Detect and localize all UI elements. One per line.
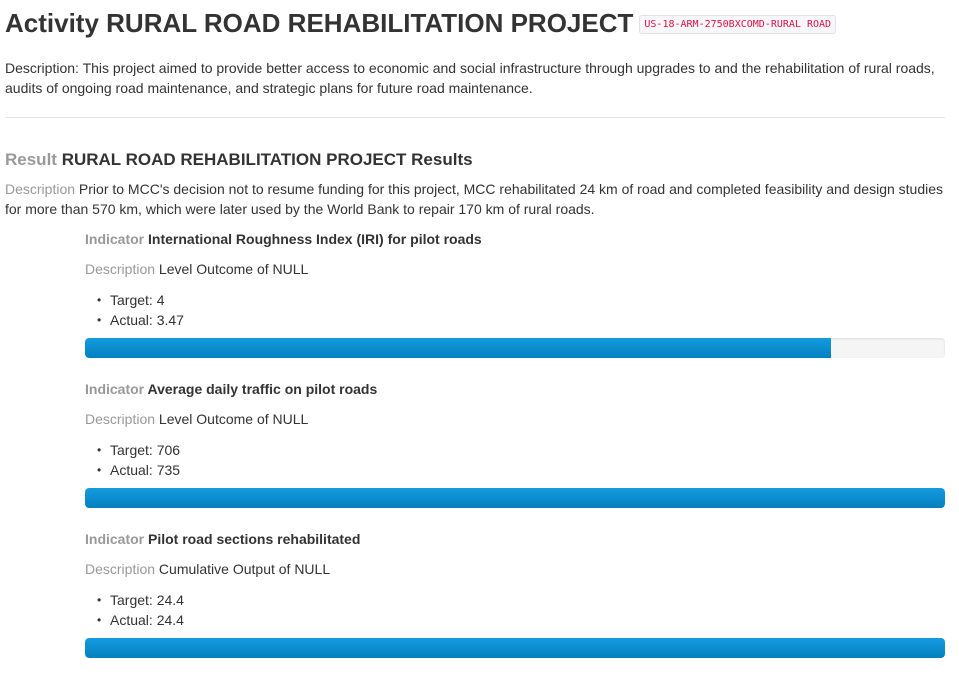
bullet-icon: • — [97, 313, 102, 327]
indicator-description-text: Cumulative Output of NULL — [158, 561, 331, 577]
result-title — [5, 150, 945, 170]
indicator-target — [85, 590, 184, 610]
activity-page — [5, 0, 945, 680]
bullet-icon: • — [97, 613, 102, 627]
indicator-progress — [85, 638, 945, 658]
result-label: Result — [5, 150, 57, 169]
indicator-title-text: International Roughness Index (IRI) for pilot roads — [148, 231, 482, 247]
activity-description — [5, 58, 945, 98]
indicator-title-text: Average daily traffic on pilot roads — [147, 381, 378, 397]
page-title — [5, 6, 633, 40]
indicator-target-text: Target: 4 — [110, 292, 165, 308]
indicator-progress — [85, 488, 945, 508]
indicator-title — [85, 380, 377, 398]
indicator-description — [85, 260, 308, 278]
indicator-list — [85, 230, 945, 680]
result-title-text: RURAL ROAD REHABILITATION PROJECT Results — [61, 150, 473, 169]
indicator-progress-bar — [85, 638, 945, 658]
indicator-actual — [85, 460, 180, 480]
indicator-description — [85, 410, 308, 428]
indicator-values — [85, 590, 184, 630]
indicator-actual-text: Actual: 735 — [110, 462, 181, 478]
activity-description-text: This project aimed to provide better access to economic and social infrastructure through upgrades to and the rehabilitation of rural roads, audits of ongoing road maintenance, and strategic plans for future road maintenance. — [5, 60, 935, 96]
result-description — [5, 179, 945, 219]
indicator-target-text: Target: 706 — [110, 442, 181, 458]
indicator-title — [85, 230, 482, 248]
indicator-description-text: Level Outcome of NULL — [158, 411, 309, 427]
indicator-description-label: Description — [85, 411, 156, 427]
indicator-title-text: Pilot road sections rehabilitated — [148, 531, 361, 547]
section-divider — [5, 117, 945, 118]
result-description-label: Description — [5, 181, 76, 197]
indicator-values — [85, 440, 180, 480]
indicator-values — [85, 290, 184, 330]
indicator-progress-bar — [85, 338, 831, 358]
indicator-progress-bar — [85, 488, 945, 508]
indicator-actual — [85, 310, 184, 330]
indicator-target — [85, 440, 180, 460]
indicator-actual-text: Actual: 24.4 — [110, 612, 184, 628]
bullet-icon: • — [97, 463, 102, 477]
activity-id-code: US-18-ARM-2750BXCOMD-RURAL ROAD — [639, 15, 836, 34]
indicator-item — [85, 380, 945, 530]
indicator-target-text: Target: 24.4 — [110, 592, 184, 608]
indicator-target — [85, 290, 184, 310]
indicator-item — [85, 230, 945, 380]
bullet-icon: • — [97, 443, 102, 457]
bullet-icon: • — [97, 593, 102, 607]
activity-title: RURAL ROAD REHABILITATION PROJECT — [106, 8, 634, 38]
activity-label: Activity — [5, 8, 99, 38]
indicator-description — [85, 560, 330, 578]
indicator-item — [85, 530, 945, 680]
indicator-actual — [85, 610, 184, 630]
indicator-actual-text: Actual: 3.47 — [110, 312, 184, 328]
indicator-title — [85, 530, 360, 548]
activity-header — [5, 6, 945, 40]
result-description-text: Prior to MCC's decision not to resume funding for this project, MCC rehabilitated 24 km of road and completed feasibility and design studies for more than 570 km, which were later used by the World Bank to repair 170 km of rural roads. — [5, 181, 944, 217]
indicator-description-label: Description — [85, 261, 156, 277]
indicator-description-text: Level Outcome of NULL — [158, 261, 309, 277]
bullet-icon: • — [97, 293, 102, 307]
indicator-label: Indicator — [85, 231, 145, 247]
indicator-description-label: Description — [85, 561, 156, 577]
indicator-progress — [85, 338, 945, 358]
activity-description-label: Description: — [5, 60, 79, 76]
indicator-label: Indicator — [85, 381, 145, 397]
indicator-label: Indicator — [85, 531, 145, 547]
